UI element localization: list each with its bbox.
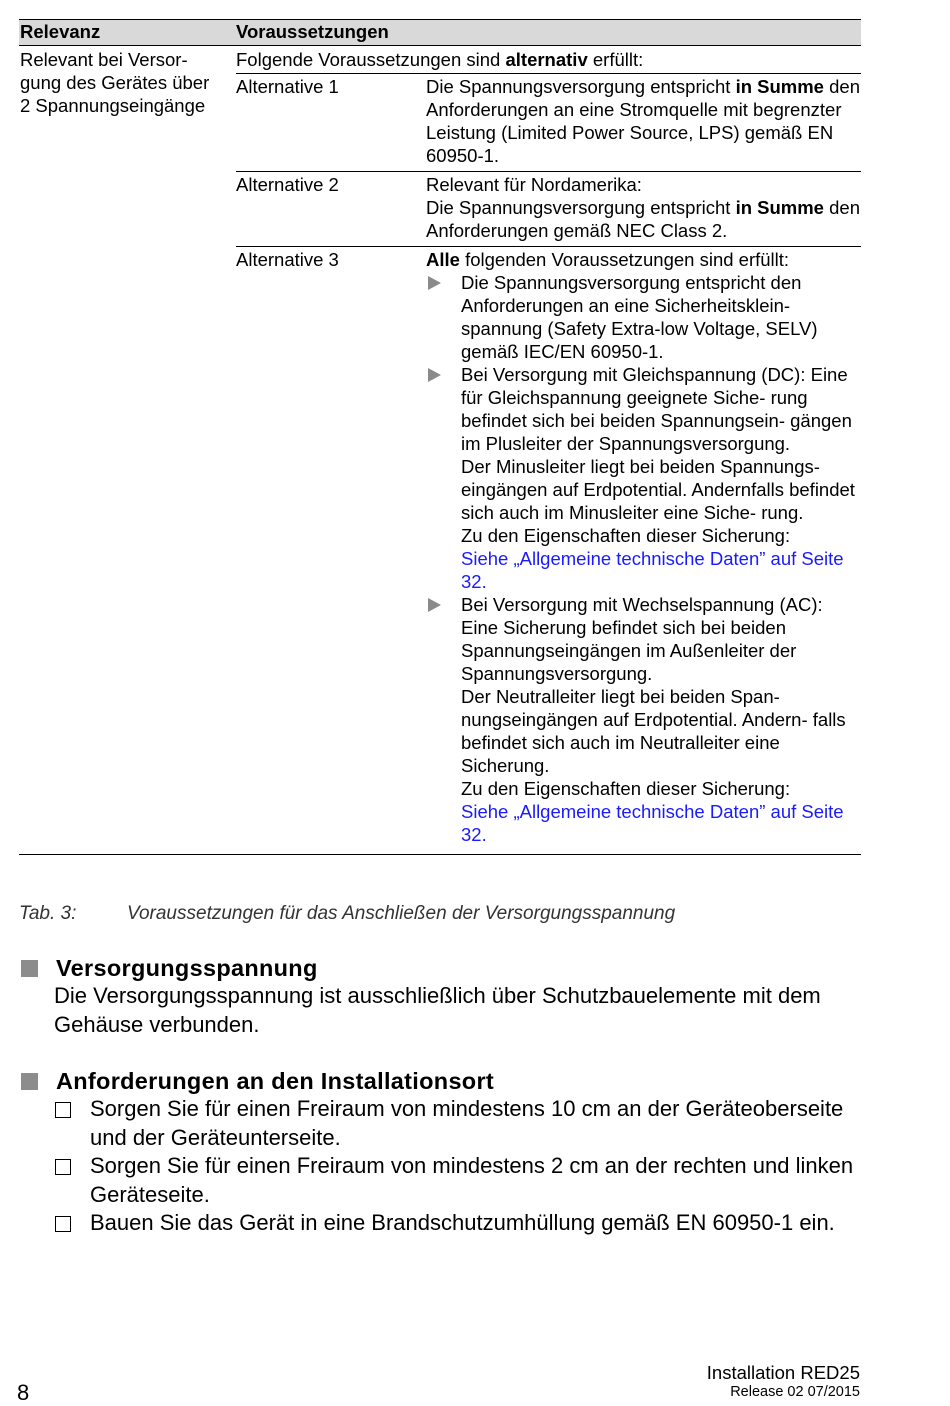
caption-text: Voraussetzungen für das Anschließen der Versorgungsspannung (127, 903, 676, 924)
bullet-text: Die Spannungsversorgung entspricht den Anforderungen an eine Sicherheitsklein- spannung (Safety Extra-low Voltage, SELV) gemäß IEC/EN 60950-1. (461, 272, 818, 362)
link-technical-data[interactable]: Siehe „Allgemeine technische Daten” auf Seite 32. (461, 801, 844, 845)
section-title-text: Versorgungsspannung (56, 955, 318, 981)
checkbox-icon (55, 1159, 71, 1175)
alternative-3 (236, 247, 861, 850)
triangle-bullet-icon (426, 593, 461, 846)
caption-number: Tab. 3: (19, 903, 77, 924)
section-title (19, 955, 861, 982)
bullet-text: Der Minusleiter liegt bei beiden Spannungs- eingängen auf Erdpotential. Andernfalls befindet sich auch im Minusleiter eine Siche- rung. (461, 456, 855, 523)
intro-text-end: erfüllt: (587, 49, 644, 70)
bullet-text: Zu den Eigenschaften dieser Sicherung: (461, 525, 791, 546)
alt-intro (426, 248, 861, 271)
square-bullet-icon (21, 960, 38, 977)
bullet-item (426, 363, 861, 593)
table-row (19, 46, 861, 854)
bullet-content (461, 593, 861, 846)
footer-doc-title: Installation RED25 (706, 1362, 860, 1383)
requirements-intro (236, 48, 861, 74)
alt-text-pre: Die Spannungsversorgung entspricht (426, 76, 736, 97)
checklist-item (55, 1209, 861, 1238)
section-title (19, 1068, 861, 1095)
section-title-text: Anforderungen an den Installationsort (56, 1068, 495, 1094)
header-relevance: Relevanz (20, 21, 101, 43)
bullet-content (461, 363, 861, 593)
bullet-text: Zu den Eigenschaften dieser Sicherung: (461, 778, 791, 799)
alt-region-note: Relevant für Nordamerika: (426, 174, 642, 195)
triangle-bullet-icon (426, 363, 461, 593)
checkbox-icon (55, 1216, 71, 1232)
checklist-item (55, 1152, 861, 1209)
alt-intro-bold: Alle (426, 249, 460, 270)
alternative-2 (236, 172, 861, 247)
section-supply-voltage (19, 955, 861, 1039)
bullet-item (426, 593, 861, 846)
alt-text-post: den Anforderungen an eine Stromquelle mit begrenzter Leistung (Limited Power Source, LPS) gemäß EN 60950-1. (426, 76, 860, 166)
requirements-cell (236, 48, 861, 850)
bullet-text: Der Neutralleiter liegt bei beiden Span- nungseingängen auf Erdpotential. Andern- falls befindet sich auch im Neutralleiter eine Sicherung. (461, 686, 846, 776)
alternative-text (426, 248, 861, 846)
link-technical-data[interactable]: Siehe „Allgemeine technische Daten” auf Seite 32. (461, 548, 844, 592)
alternative-label: Alternative 1 (236, 76, 339, 97)
section-body: Die Versorgungsspannung ist ausschließlich über Schutzbauelemente mit dem Gehäuse verbunden. (54, 983, 821, 1037)
table-header (19, 20, 861, 46)
bullet-text: Bei Versorgung mit Wechselspannung (AC): Eine Sicherung befindet sich bei beiden Spannungseingängen im Außenleiter der Spannungsversorgung. (461, 594, 823, 684)
alt-intro-rest: folgenden Voraussetzungen sind erfüllt: (459, 249, 790, 270)
intro-text: Folgende Voraussetzungen sind (236, 49, 506, 70)
checklist-text: Sorgen Sie für einen Freiraum von mindestens 10 cm an der Geräteoberseite und der Geräteunterseite. (90, 1096, 844, 1150)
alternative-1 (236, 74, 861, 172)
alternative-label: Alternative 2 (236, 174, 339, 195)
checklist-text: Bauen Sie das Gerät in eine Brandschutzumhüllung gemäß EN 60950-1 ein. (90, 1210, 835, 1235)
header-requirements: Voraussetzungen (236, 21, 389, 43)
checklist-text: Sorgen Sie für einen Freiraum von mindestens 2 cm an der rechten und linken Geräteseite. (90, 1153, 854, 1207)
alt-text-post: den Anforderungen gemäß NEC Class 2. (426, 197, 860, 241)
requirements-table (19, 19, 861, 855)
square-bullet-icon (21, 1073, 38, 1090)
alternative-text (426, 75, 861, 167)
alt-text-pre: Die Spannungsversorgung entspricht (426, 197, 736, 218)
relevance-cell: Relevant bei Versor- gung des Gerätes über 2 Spannungseingänge (20, 49, 210, 116)
alt-text-bold: in Summe (735, 76, 824, 97)
alt-text-bold: in Summe (735, 197, 824, 218)
intro-bold: alternativ (505, 49, 588, 70)
checkbox-icon (55, 1102, 71, 1118)
alternative-text (426, 173, 861, 242)
page-number: 8 (17, 1380, 30, 1405)
bullet-text: Bei Versorgung mit Gleichspannung (DC): Eine für Gleichspannung geeignete Siche- rung befindet sich bei beiden Spannungsein- gängen im Plusleiter der Spannungsversorgung. (461, 364, 852, 454)
table-caption (19, 903, 675, 925)
alt-text-para (426, 196, 861, 242)
triangle-bullet-icon (426, 271, 461, 363)
checklist-item (55, 1095, 861, 1152)
section-installation-site (19, 1068, 861, 1238)
bullet-item (426, 271, 861, 363)
footer-release: Release 02 07/2015 (730, 1384, 860, 1400)
alternative-label: Alternative 3 (236, 249, 339, 270)
